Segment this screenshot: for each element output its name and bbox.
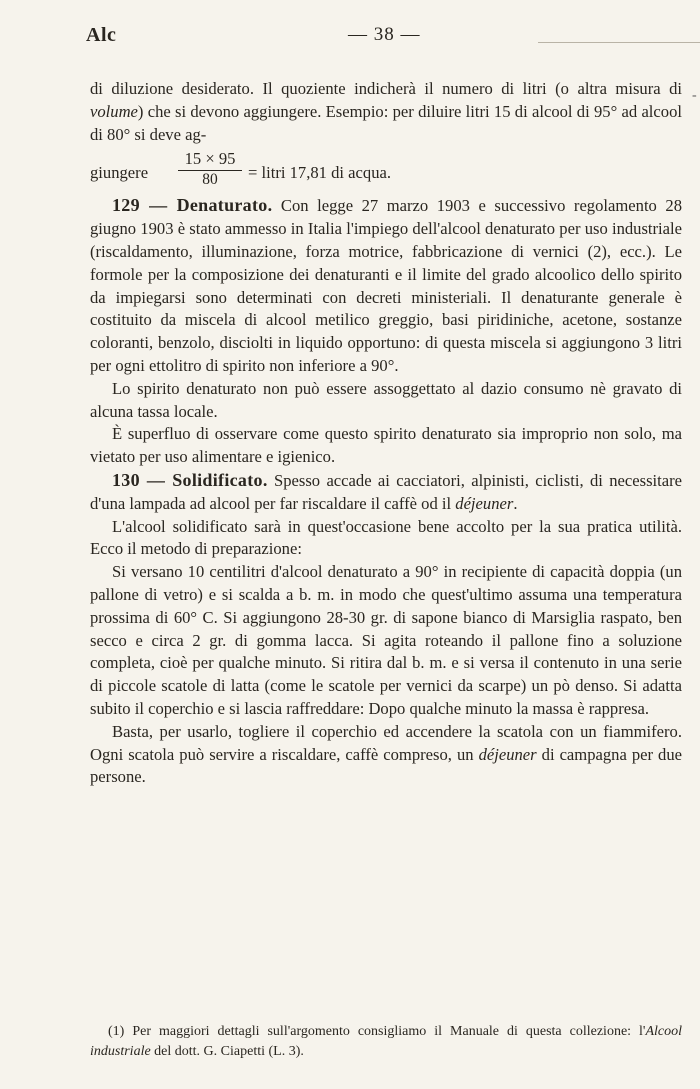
- body-text: [90, 78, 682, 789]
- fraction: [178, 148, 242, 189]
- running-head-title: Alc: [86, 24, 117, 46]
- paragraph-129-3: È superfluo di osservare come questo spirito denaturato sia improprio non solo, ma vietato per uso alimentare e igienico.: [90, 424, 682, 467]
- formula-result: = litri 17,81 di acqua.: [248, 163, 391, 183]
- section-129-heading: 129 — Denaturato.: [112, 195, 273, 216]
- footnote-italic-title: Alcool industriale: [90, 1024, 682, 1059]
- paragraph-130-3: Si versano 10 centilitri d'alcool denaturato a 90° in recipiente di capacità doppia (un pallone di vetro) e si scalda a b. m. in modo che quest'ultimo assuma una temperatura prossima di 60° C. Si aggiungono 28-30 gr. di sapone bianco di Marsiglia raspato, ben secco e circa 2 gr. di gomma lacca. Si agita roteando il pallone fino a soluzione completa, cioè per qualche minuto. Si ritira dal b. m. e si versa il contenuto in una serie di piccole scatole di latta (come le scatole per vernici da scarpe) un pò denso. Si adatta subito il coperchio e si lascia raffreddare: Dopo qualche minuto la massa è rappresa.: [90, 562, 682, 718]
- section-130-heading: 130 — Solidificato.: [112, 469, 268, 490]
- footnote: (1) Per maggiori dettagli sull'argomento consigliamo il Manuale di questa collezione: l'Alcool industriale del dott. G. Ciapetti (L. 3).: [90, 1024, 682, 1059]
- section-130: 130 — Solidificato. Spesso accade ai cacciatori, alpinisti, ciclisti, di necessitare d'una lampada ad alcool per far riscaldare il caffè od il déjeuner.: [90, 469, 682, 513]
- fraction-denominator: 80: [202, 171, 218, 189]
- paragraph-130-4: Basta, per usarlo, togliere il coperchio ed accendere la scatola con un fiammifero. Ogni scatola può servire a riscaldare, caffè compreso, un déjeuner di campagna per due persone.: [90, 721, 683, 787]
- margin-mark: -: [692, 88, 697, 103]
- header-rule: [538, 42, 700, 43]
- italic-dejeuner-2: déjeuner: [478, 744, 537, 764]
- section-129: 129 — Denaturato. Con legge 27 marzo 1903 e successivo regolamento 28 giugno 1903 è stato ammesso in Italia l'impiego dell'alcool denaturato per uso industriale (riscaldamento, illuminazione, forza motrice, fabbricazione di vernici (2), ecc.). Le formole per la composizione dei denaturanti e il limite del grado alcoolico dello spirito da impiegarsi sono determinati con decreti ministeriali. Il denaturante generale è costituito da miscela di alcool metilico greggio, basi piridiniche, acetone, sostanze coloranti, benzolo, disciolti in liquido opportuno: di questa miscela si aggiungono 3 litri per ogni ettolitro di spirito non inferiore a 90°.: [90, 195, 682, 375]
- formula: [90, 148, 682, 194]
- italic-volume: volume: [90, 101, 138, 121]
- paragraph-intro: di diluzione desiderato. Il quoziente indicherà il numero di litri (o altra misura di volume) che si devono aggiungere. Esempio: per diluire litri 15 di alcool di 95° ad alcool di 80° si deve ag-: [90, 79, 682, 144]
- paragraph-129-2: Lo spirito denaturato non può essere assoggettato al dazio consumo nè gravato di alcuna tassa locale.: [90, 378, 682, 421]
- italic-dejeuner: déjeuner: [455, 493, 514, 513]
- page-number: — 38 —: [348, 24, 421, 45]
- fraction-numerator: 15 × 95: [184, 149, 236, 169]
- running-head: [86, 24, 670, 52]
- formula-prefix: giungere: [90, 163, 149, 183]
- paragraph-130-2: L'alcool solidificato sarà in quest'occasione bene accolto per la sua pratica utilità. Ecco il metodo di preparazione:: [90, 516, 682, 559]
